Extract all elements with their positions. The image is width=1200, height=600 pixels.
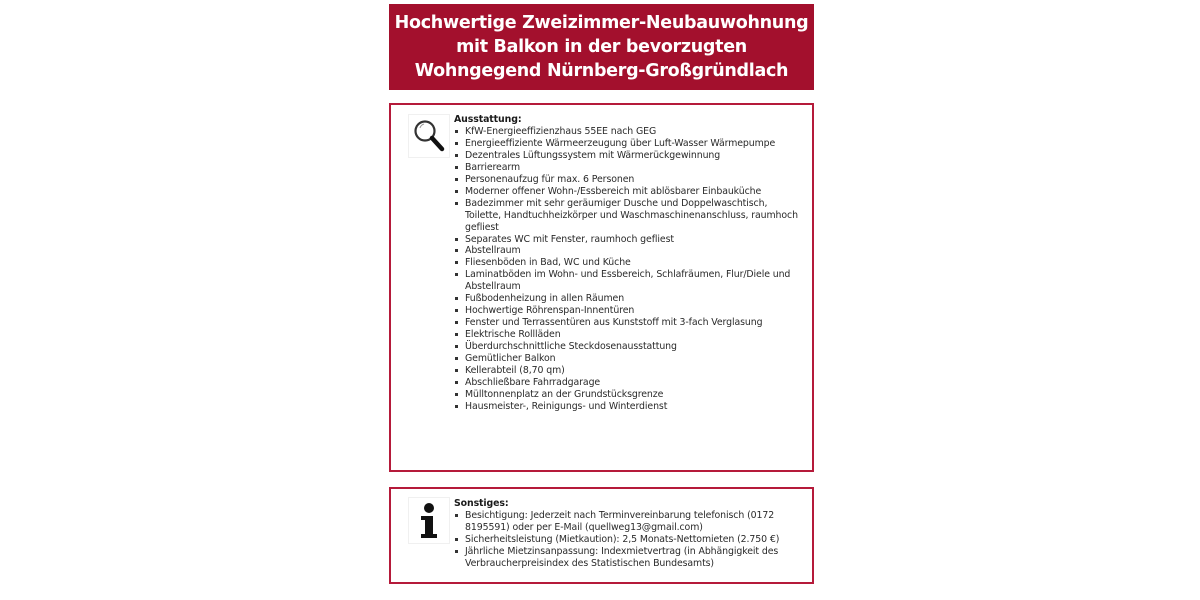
magnifier-icon [408,114,450,158]
misc-title: Sonstiges: [454,498,509,509]
features-box [389,103,814,472]
list-item: Dezentrales Lüftungssystem mit Wärmerückgewinnung [454,150,804,162]
info-icon [408,497,450,544]
list-item: Kellerabteil (8,70 qm) [454,365,804,377]
list-item: Hochwertige Röhrenspan-Innentüren [454,305,804,317]
list-item: Badezimmer mit sehr geräumiger Dusche und Doppelwaschtisch, Toilette, Handtuchheizkörper und Waschmaschinenanschluss, raumhoch gefliest [454,198,804,234]
list-item: Abschließbare Fahrradgarage [454,377,804,389]
title-line-1: Hochwertige Zweizimmer-Neubauwohnung [394,13,809,33]
title-line-2: mit Balkon in der bevorzugten [456,37,747,57]
misc-box [389,487,814,584]
misc-list [454,510,804,570]
features-title: Ausstattung: [454,114,522,125]
list-item: Fußbodenheizung in allen Räumen [454,293,804,305]
list-item: KfW-Energieeffizienzhaus 55EE nach GEG [454,126,804,138]
list-item: Hausmeister-, Reinigungs- und Winterdienst [454,401,804,413]
list-item: Personenaufzug für max. 6 Personen [454,174,804,186]
title-banner [389,4,814,90]
list-item: Energieeffiziente Wärmeerzeugung über Luft-Wasser Wärmepumpe [454,138,804,150]
list-item: Abstellraum [454,245,804,257]
list-item: Fenster und Terrassentüren aus Kunststoff mit 3-fach Verglasung [454,317,804,329]
list-item: Besichtigung: Jederzeit nach Terminvereinbarung telefonisch (0172 8195591) oder per E-Mail (quellweg13@gmail.com) [454,510,804,534]
title-line-3: Wohngegend Nürnberg-Großgründlach [414,61,789,81]
features-list [454,126,804,413]
list-item: Fliesenböden in Bad, WC und Küche [454,257,804,269]
list-item: Überdurchschnittliche Steckdosenausstattung [454,341,804,353]
list-item: Barrierearm [454,162,804,174]
list-item: Sicherheitsleistung (Mietkaution): 2,5 Monats-Nettomieten (2.750 €) [454,534,804,546]
list-item: Laminatböden im Wohn- und Essbereich, Schlafräumen, Flur/Diele und Abstellraum [454,269,804,293]
list-item: Elektrische Rollläden [454,329,804,341]
list-item: Mülltonnenplatz an der Grundstücksgrenze [454,389,804,401]
features-content [454,114,804,413]
list-item: Gemütlicher Balkon [454,353,804,365]
list-item: Moderner offener Wohn-/Essbereich mit ablösbarer Einbauküche [454,186,804,198]
list-item: Separates WC mit Fenster, raumhoch gefliest [454,234,804,246]
list-item: Jährliche Mietzinsanpassung: Indexmietvertrag (in Abhängigkeit des Verbraucherpreisindex des Statistischen Bundesamts) [454,546,804,570]
misc-content [454,498,804,570]
